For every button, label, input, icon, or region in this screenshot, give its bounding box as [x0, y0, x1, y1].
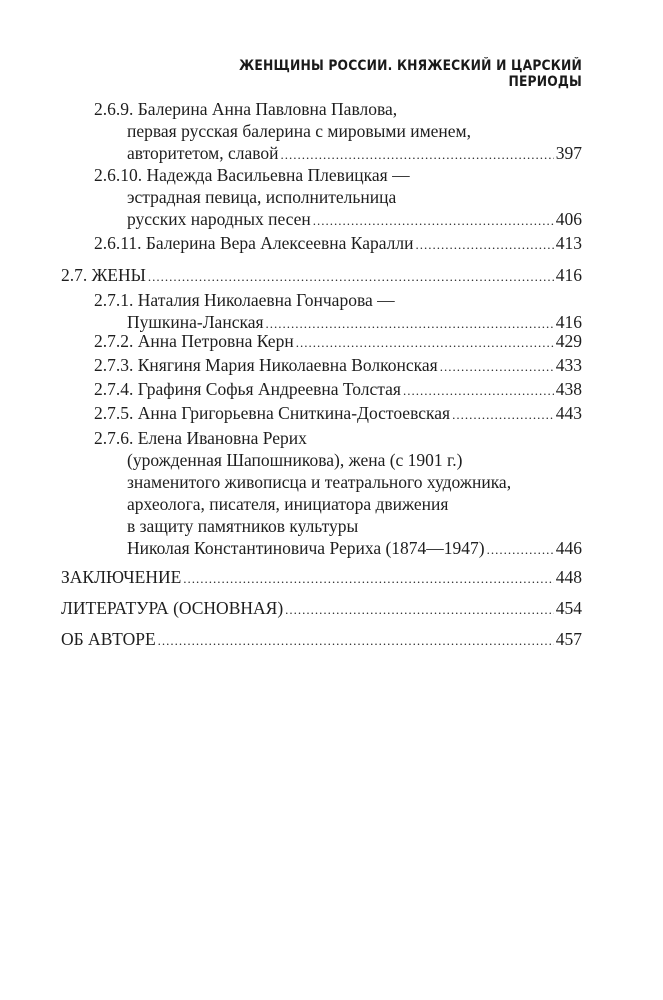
toc-line: в защиту памятников культуры [127, 516, 359, 536]
toc-line: 2.7.1. Наталия Николаевна Гончарова — [94, 290, 395, 310]
toc-line: 2.7.6. Елена Ивановна Рерих [94, 428, 307, 448]
toc-entry-2-7-1 [94, 289, 582, 333]
toc-last-line [94, 354, 582, 376]
dot-leader [280, 142, 553, 166]
dot-leader [148, 264, 554, 288]
toc-entry-2-6-11 [94, 232, 582, 254]
dot-leader [313, 208, 554, 232]
toc-line: 2.7.3. Княгиня Мария Николаевна Волконская [94, 355, 438, 375]
toc-line: 2.6.10. Надежда Васильевна Плевицкая — [94, 165, 410, 185]
toc-last-line [61, 597, 582, 619]
toc-line: 2.7.5. Анна Григорьевна Сниткина-Достоевская [94, 403, 451, 423]
page-number: 448 [555, 567, 582, 587]
toc-line: (урожденная Шапошникова), жена (с 1901 г.) [127, 450, 463, 470]
toc-line: 2.6.9. Балерина Анна Павловна Павлова, [94, 99, 398, 119]
page-number: 438 [555, 379, 582, 399]
page-number: 416 [555, 312, 582, 332]
toc-entry-2-7-4 [94, 378, 582, 400]
toc-line: первая русская балерина с мировыми именем, [127, 121, 471, 141]
toc-line: авторитетом, славой [127, 143, 279, 163]
dot-leader [487, 537, 554, 561]
page-number: 433 [555, 355, 582, 375]
toc-line: ЛИТЕРАТУРА (ОСНОВНАЯ) [61, 598, 284, 618]
toc-line: ЗАКЛЮЧЕНИЕ [61, 567, 182, 587]
toc-last-line [94, 208, 582, 230]
toc-line: 2.6.11. Балерина Вера Алексеевна Каралли [94, 233, 414, 253]
toc-last-line [94, 330, 582, 352]
page-number: 443 [555, 403, 582, 423]
toc-line: ОБ АВТОРЕ [61, 629, 156, 649]
toc-entry-2-7 [61, 264, 582, 286]
dot-leader [296, 330, 554, 354]
page-number: 429 [555, 331, 582, 351]
toc-last-line [61, 566, 582, 588]
toc-entry-literature [61, 597, 582, 619]
toc-last-line [94, 378, 582, 400]
toc-last-line [94, 402, 582, 424]
toc-entry-2-7-6 [94, 427, 582, 559]
toc-line: русских народных песен [127, 209, 311, 229]
dot-leader [285, 597, 554, 621]
page-number: 406 [555, 209, 582, 229]
toc-line: 2.7.4. Графиня Софья Андреевна Толстая [94, 379, 401, 399]
toc-entry-2-7-3 [94, 354, 582, 376]
page-number: 397 [555, 143, 582, 163]
toc-line: эстрадная певица, исполнительница [127, 187, 397, 207]
toc-line: Пушкина-Ланская [127, 312, 264, 332]
toc-entry-about-author [61, 628, 582, 650]
dot-leader [183, 566, 553, 590]
running-header: ЖЕНЩИНЫ РОССИИ. КНЯЖЕСКИЙ И ЦАРСКИЙ ПЕРИОДЫ [239, 58, 582, 90]
page-number: 413 [555, 233, 582, 253]
dot-leader [158, 628, 554, 652]
toc-last-line [61, 628, 582, 650]
page-number: 446 [555, 538, 582, 558]
toc-line: археолога, писателя, инициатора движения [127, 494, 449, 514]
toc-line: 2.7.2. Анна Петровна Керн [94, 331, 294, 351]
toc-last-line [94, 142, 582, 164]
dot-leader [415, 232, 553, 256]
toc-last-line [94, 537, 582, 559]
toc-last-line [61, 264, 582, 286]
page-number: 416 [555, 265, 582, 285]
toc-last-line [94, 232, 582, 254]
page-number: 454 [555, 598, 582, 618]
toc-entry-conclusion [61, 566, 582, 588]
toc-entry-2-6-9 [94, 98, 582, 164]
dot-leader [452, 402, 554, 426]
toc-entry-2-7-5 [94, 402, 582, 424]
page-number: 457 [555, 629, 582, 649]
toc-entry-2-7-2 [94, 330, 582, 352]
toc-line: Николая Константиновича Рериха (1874—1947) [127, 538, 485, 558]
toc-line: знаменитого живописца и театрального художника, [127, 472, 512, 492]
toc-entry-2-6-10 [94, 164, 582, 230]
dot-leader [403, 378, 554, 402]
toc-line: 2.7. ЖЕНЫ [61, 265, 146, 285]
dot-leader [440, 354, 554, 378]
